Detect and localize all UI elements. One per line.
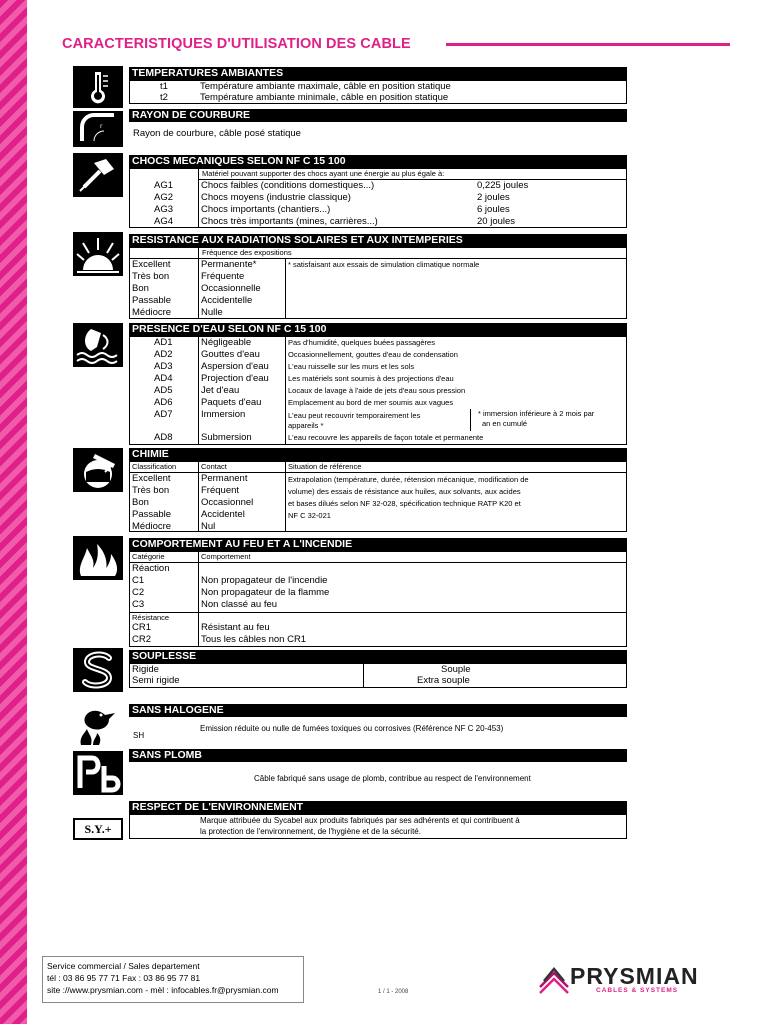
halogene-text: Emission réduite ou nulle de fumées toxiques ou corrosives (Référence NF C 20-453) [200,724,504,733]
plomb-text: Câble fabriqué sans usage de plomb, contribue au respect de l'environnement [254,774,531,783]
page-number: 1 / 1 - 2008 [378,989,409,995]
feu-resistance-label: Résistance [132,613,170,622]
chocs-desc: Chocs importants (chantiers...) [201,204,331,215]
chimie-situation: et bases dilués selon NF 32-028, spécification technique RATP K20 et [288,499,521,508]
radiation-freq: Occasionnelle [201,283,261,294]
feu-box [129,551,627,647]
chimie-contact: Nul [201,521,216,532]
chocs-desc: Chocs très importants (mines, carrières...) [201,216,378,227]
radiation-freq: Permanente* [201,259,257,270]
feu-reaction-label: Réaction [132,563,170,574]
fire-icon [73,536,123,580]
chocs-desc: Chocs faibles (conditions domestiques...) [201,180,375,191]
radiation-freq: Nulle [201,307,223,318]
svg-text:r: r [100,123,103,130]
eau-code: AD1 [154,337,173,348]
eau-desc: Pas d'humidité, quelques buées passagères [288,338,435,347]
eau-header: PRESENCE D'EAU SELON NF C 15 100 [129,323,627,336]
page-title: CARACTERISTIQUES D'UTILISATION DES CABLE [62,36,411,52]
chocs-value: 6 joules [477,204,510,215]
feu-desc: Tous les câbles non CR1 [201,634,307,645]
environnement-box [129,814,627,839]
radiation-level: Bon [132,283,149,294]
feu-desc: Non propagateur de l'incendie [201,575,328,586]
eau-desc: L'eau recouvre les appareils de façon totale et permanente [288,433,484,442]
temp-desc-t2: Température ambiante minimale, câble en position statique [200,92,449,103]
temp-desc-t1: Température ambiante maximale, câble en position statique [200,81,451,92]
chimie-situation: volume) des essais de résistance aux huiles, aux solvants, aux acides [288,487,521,496]
courbure-text: Rayon de courbure, câble posé statique [133,128,301,139]
chimie-level: Bon [132,497,149,508]
eau-desc: Locaux de lavage à l'aide de jets d'eau sous pression [288,386,466,395]
decorative-side-stripe [0,0,27,1024]
eau-desc: appareils * [288,421,324,430]
eau-name: Paquets d'eau [201,397,262,408]
radiation-level: Passable [132,295,172,306]
radiations-box [129,247,627,319]
radiation-level: Très bon [132,271,170,282]
souplesse-semi-rigide: Semi rigide [132,675,180,686]
feu-code: C1 [132,575,145,586]
chimie-situation: NF C 32-021 [288,511,331,520]
temp-code-t2: t2 [160,92,168,103]
eau-code: AD6 [154,397,173,408]
eau-desc: L'eau peut recouvrir temporairement les [288,411,421,420]
feu-code: C3 [132,599,145,610]
feu-col-categorie: Catégorie [132,552,165,561]
chocs-code: AG2 [154,192,174,203]
flexibility-s-icon [73,648,123,692]
radiation-level: Médiocre [132,307,172,318]
eau-desc: Les matériels sont soumis à des projections d'eau [288,374,454,383]
chimie-contact: Occasionnel [201,497,254,508]
chimie-level: Très bon [132,485,170,496]
brand-name: PRYSMIAN [570,963,699,989]
footer-line2: tél : 03 86 95 77 71 Fax : 03 86 95 77 81 [47,973,201,983]
sy-label-icon: S.Y.+ [73,818,123,840]
souplesse-box [129,663,627,688]
feu-col-comportement: Comportement [201,552,251,561]
water-wave-icon [73,323,123,367]
chocs-code: AG4 [154,216,174,227]
souplesse-extra-souple: Extra souple [417,675,470,686]
radiations-note: * satisfaisant aux essais de simulation climatique normale [288,260,480,269]
footer-line3: site ://www.prysmian.com - mèl : infocables.fr@prysmian.com [47,985,279,995]
courbure-header: RAYON DE COURBURE [129,109,627,122]
eau-desc: Emplacement au bord de mer soumis aux vagues [288,398,454,407]
bird-icon [73,703,123,747]
chocs-value: 0,225 joules [477,180,529,191]
eau-code: AD2 [154,349,173,360]
chocs-box [129,168,627,228]
chimie-contact: Fréquent [201,485,240,496]
chimie-col-classification: Classification [132,462,177,471]
chimie-contact: Permanent [201,473,248,484]
feu-desc: Non propagateur de la flamme [201,587,330,598]
chocs-code: AG1 [154,180,174,191]
title-rule [446,43,730,46]
temp-code-t1: t1 [160,81,168,92]
feu-header: COMPORTEMENT AU FEU ET A L'INCENDIE [129,538,627,551]
chocs-subtitle: Matériel pouvant supporter des chocs ayant une énergie au plus égale à: [202,169,445,178]
chimie-level: Excellent [132,473,171,484]
feu-code: C2 [132,587,145,598]
eau-name: Jet d'eau [201,385,240,396]
footer-line1: Service commercial / Sales departement [47,961,200,971]
chocs-code: AG3 [154,204,174,215]
eau-note: an en cumulé [482,419,528,428]
chocs-value: 2 joules [477,192,510,203]
feu-code: CR1 [132,622,152,633]
eau-code: AD3 [154,361,173,372]
lead-pb-icon [73,751,123,795]
chimie-level: Passable [132,509,172,520]
radiation-level: Excellent [132,259,171,270]
souplesse-souple: Souple [441,664,471,675]
eau-name: Négligeable [201,337,252,348]
radiation-freq: Fréquente [201,271,245,282]
environnement-line2: la protection de l'environnement, de l'hygiène et de la sécurité. [200,827,421,836]
eau-code: AD5 [154,385,173,396]
eau-name: Gouttes d'eau [201,349,260,360]
souplesse-header: SOUPLESSE [129,650,627,663]
environnement-header: RESPECT DE L'ENVIRONNEMENT [129,801,627,814]
chimie-situation: Extrapolation (température, durée, rétension mécanique, modification de [288,475,529,484]
chimie-level: Médiocre [132,521,172,532]
chocs-desc: Chocs moyens (industrie classique) [201,192,351,203]
eau-desc: Occasionnellement, gouttes d'eau de condensation [288,350,458,359]
chocs-value: 20 joules [477,216,516,227]
plomb-header: SANS PLOMB [129,749,627,762]
eau-name: Projection d'eau [201,373,269,384]
temperatures-header: TEMPERATURES AMBIANTES [129,67,627,80]
temperatures-box [129,80,627,104]
eau-name: Aspersion d'eau [201,361,269,372]
brand-subtitle: CABLES & SYSTEMS [596,987,679,994]
chimie-col-contact: Contact [201,462,227,471]
radiations-header: RESISTANCE AUX RADIATIONS SOLAIRES ET AUX INTEMPERIES [129,234,627,247]
radiation-freq: Accidentelle [201,295,253,306]
chocs-header: CHOCS MECANIQUES SELON NF C 15 100 [129,155,627,168]
footer-contact [42,956,304,1003]
halogene-header: SANS HALOGENE [129,704,627,717]
chimie-box [129,461,627,532]
sun-icon [73,232,123,276]
eau-name: Submersion [201,432,252,443]
hammer-icon [73,153,123,197]
prysmian-logo-mark-icon [538,963,572,995]
eau-code: AD7 [154,409,173,420]
chemistry-flask-icon [73,448,123,492]
halogene-code: SH [133,731,145,740]
feu-code: CR2 [132,634,152,645]
eau-desc: L'eau ruisselle sur les murs et les sols [288,362,415,371]
chimie-contact: Accidentel [201,509,245,520]
environnement-line1: Marque attribuée du Sycabel aux produits fabriqués par ses adhérents et qui contribuent à [200,816,520,825]
eau-box [129,336,627,445]
feu-desc: Non classé au feu [201,599,278,610]
thermometer-icon [73,66,123,108]
souplesse-rigide: Rigide [132,664,159,675]
feu-desc: Résistant au feu [201,622,270,633]
eau-name: Immersion [201,409,246,420]
chimie-header: CHIMIE [129,448,627,461]
prysmian-logo [538,963,718,995]
radiations-col-header: Fréquence des expositions [202,248,292,257]
chimie-col-situation: Situation de référence [288,462,362,471]
eau-code: AD4 [154,373,173,384]
eau-note: * immersion inférieure à 2 mois par [478,409,595,418]
eau-code: AD8 [154,432,173,443]
bend-radius-icon [73,111,123,147]
